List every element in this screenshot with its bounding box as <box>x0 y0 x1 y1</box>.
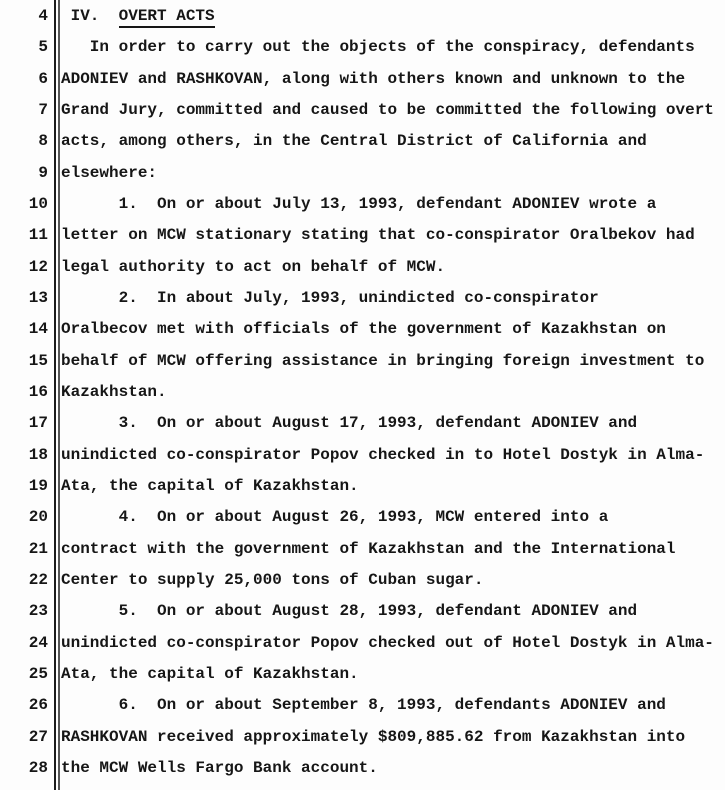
line-number: 9 <box>38 163 48 182</box>
text-segment: legal authority to act on behalf of MCW. <box>61 257 446 276</box>
line-text <box>48 753 725 784</box>
text-segment: 3. On or about August 17, 1993, defendant ADONIEV and <box>61 414 638 433</box>
text-segment: elsewhere: <box>61 163 158 182</box>
text-segment: Kazakhstan. <box>61 382 167 401</box>
text-segment: Oralbecov met with officials of the government of Kazakhstan on <box>61 320 666 339</box>
text-segment: 1. On or about July 13, 1993, defendant ADONIEV wrote a <box>61 194 657 213</box>
document-line <box>0 502 725 533</box>
line-text <box>48 440 725 471</box>
document-line <box>0 722 725 753</box>
line-text <box>48 471 725 502</box>
document-line <box>0 252 725 283</box>
line-number: 14 <box>28 320 48 339</box>
line-text <box>48 283 725 314</box>
text-segment: contract with the government of Kazakhstan and the International <box>61 539 676 558</box>
line-text <box>48 346 725 377</box>
heading-underlined-title: OVERT ACTS <box>119 7 215 28</box>
line-text <box>48 722 725 753</box>
text-segment: the MCW Wells Fargo Bank account. <box>61 758 378 777</box>
line-number: 25 <box>28 664 48 683</box>
line-text <box>48 95 725 126</box>
line-text <box>48 534 725 565</box>
line-text <box>48 596 725 627</box>
document-line <box>0 408 725 439</box>
text-segment: In order to carry out the objects of the conspiracy, defendants <box>61 38 695 57</box>
line-text <box>48 565 725 596</box>
text-segment: ADONIEV and RASHKOVAN, along with others known and unknown to the <box>61 69 686 88</box>
line-number: 22 <box>28 570 48 589</box>
document-line <box>0 690 725 721</box>
text-segment: letter on MCW stationary stating that co-conspirator Oralbekov had <box>61 226 695 245</box>
document-line <box>0 189 725 220</box>
text-segment: IV. <box>61 7 119 25</box>
document-line <box>0 126 725 157</box>
line-text <box>48 32 725 63</box>
document-line <box>0 346 725 377</box>
document-line <box>0 596 725 627</box>
document-line <box>0 314 725 345</box>
document-line <box>0 95 725 126</box>
line-text <box>48 252 725 283</box>
line-text <box>48 64 725 95</box>
line-number: 23 <box>28 602 48 621</box>
line-number: 8 <box>38 132 48 151</box>
line-text <box>48 158 725 189</box>
line-number: 10 <box>28 194 48 213</box>
document-line <box>0 628 725 659</box>
line-text <box>48 659 725 690</box>
document-line <box>0 64 725 95</box>
document-line <box>0 471 725 502</box>
text-segment: acts, among others, in the Central District of California and <box>61 132 647 151</box>
document-line <box>0 753 725 784</box>
document-line <box>0 377 725 408</box>
document-line <box>0 158 725 189</box>
line-text <box>48 126 725 157</box>
line-number: 19 <box>28 476 48 495</box>
text-segment: Ata, the capital of Kazakhstan. <box>61 476 359 495</box>
line-text <box>48 628 725 659</box>
text-segment: 2. In about July, 1993, unindicted co-conspirator <box>61 288 599 307</box>
text-segment: 4. On or about August 26, 1993, MCW entered into a <box>61 508 609 527</box>
line-number: 24 <box>28 633 48 652</box>
line-number: 28 <box>28 758 48 777</box>
line-number: 5 <box>38 38 48 57</box>
line-number: 13 <box>28 288 48 307</box>
text-segment: unindicted co-conspirator Popov checked in to Hotel Dostyk in Alma- <box>61 445 705 464</box>
line-number: 20 <box>28 508 48 527</box>
document-line <box>0 440 725 471</box>
text-segment: Grand Jury, committed and caused to be committed the following overt <box>61 100 714 119</box>
text-segment: unindicted co-conspirator Popov checked out of Hotel Dostyk in Alma- <box>61 633 714 652</box>
line-text <box>48 220 725 251</box>
line-text <box>48 502 725 533</box>
line-number: 12 <box>28 257 48 276</box>
line-text <box>48 408 725 439</box>
document-line <box>0 659 725 690</box>
line-number: 27 <box>28 727 48 746</box>
document-line <box>0 534 725 565</box>
line-text <box>48 189 725 220</box>
text-segment: behalf of MCW offering assistance in bringing foreign investment to <box>61 351 705 370</box>
line-text <box>48 690 725 721</box>
line-number: 7 <box>38 100 48 119</box>
line-number: 11 <box>28 226 48 245</box>
document-line <box>0 220 725 251</box>
line-number: 15 <box>28 351 48 370</box>
text-segment: 5. On or about August 28, 1993, defendant ADONIEV and <box>61 602 638 621</box>
text-segment: 6. On or about September 8, 1993, defendants ADONIEV and <box>61 696 666 715</box>
document-line <box>0 1 725 32</box>
text-segment: RASHKOVAN received approximately $809,885.62 from Kazakhstan into <box>61 727 686 746</box>
line-number: 6 <box>38 69 48 88</box>
document-line <box>0 283 725 314</box>
line-number: 17 <box>28 414 48 433</box>
line-text <box>48 314 725 345</box>
line-number: 18 <box>28 445 48 464</box>
document-line <box>0 32 725 63</box>
line-text <box>48 377 725 408</box>
line-number: 21 <box>28 539 48 558</box>
document-line <box>0 565 725 596</box>
line-number: 16 <box>28 382 48 401</box>
line-number: 4 <box>38 7 48 25</box>
line-number: 26 <box>28 696 48 715</box>
line-text <box>48 1 725 32</box>
text-segment: Center to supply 25,000 tons of Cuban sugar. <box>61 570 484 589</box>
text-segment: Ata, the capital of Kazakhstan. <box>61 664 359 683</box>
